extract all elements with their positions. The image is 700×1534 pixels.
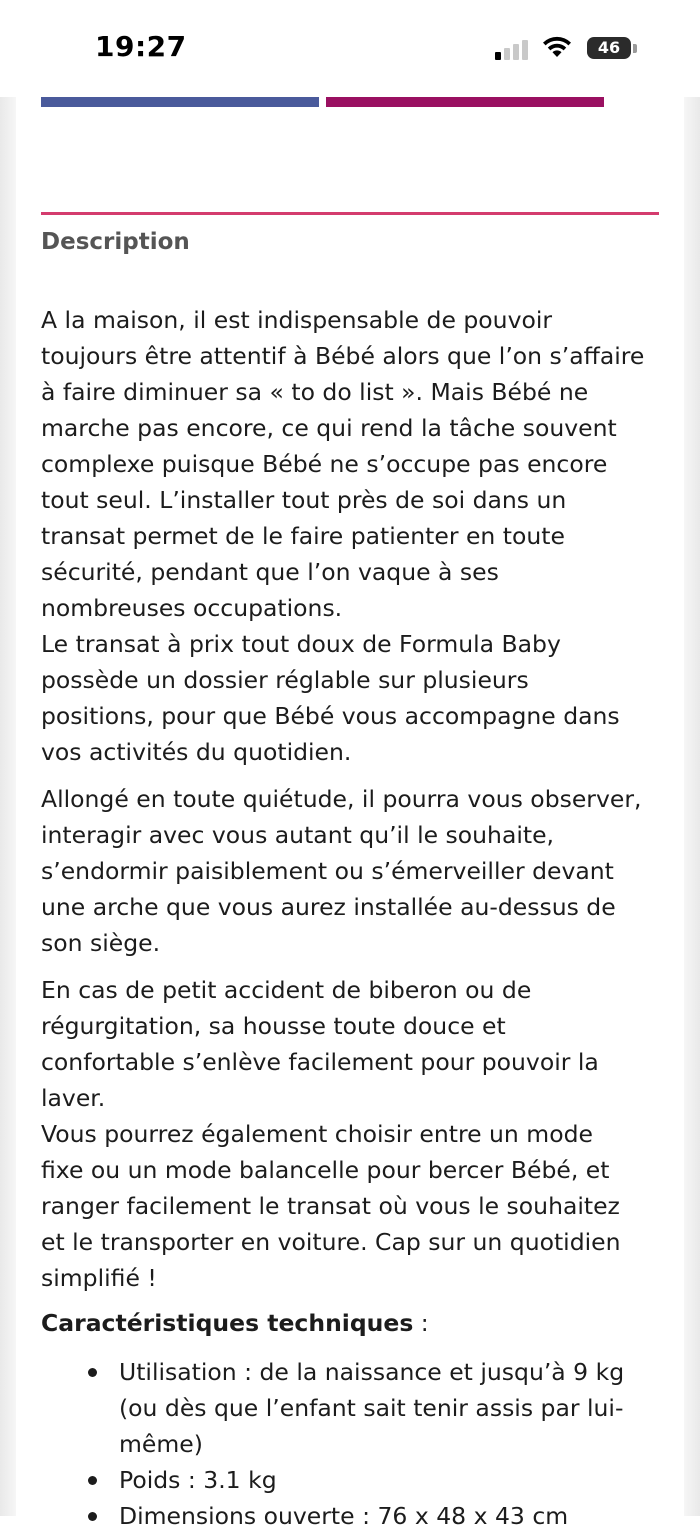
text-line: A la maison, il est indispensable de pouvoir bbox=[41, 306, 553, 334]
page-gutter-right bbox=[684, 97, 700, 1516]
list-item bbox=[41, 1462, 661, 1498]
text-line: transat permet de le faire patienter en toute bbox=[41, 522, 565, 550]
cellular-signal-icon bbox=[495, 38, 535, 60]
text-line: Vous pourrez également choisir entre un mode bbox=[41, 1120, 593, 1148]
text-line: fixe ou un mode balancelle pour bercer Bébé, et bbox=[41, 1156, 610, 1184]
text-line: confortable s’enlève facilement pour pouvoir la bbox=[41, 1048, 599, 1076]
text-line: à faire diminuer sa « to do list ». Mais Bébé ne bbox=[41, 378, 589, 406]
text-line: sécurité, pendant que l’on vaque à ses bbox=[41, 558, 499, 586]
list-item bbox=[41, 1498, 661, 1534]
specs-heading bbox=[41, 1305, 429, 1341]
text-line: même) bbox=[119, 1430, 203, 1458]
tab-indicator-blue[interactable] bbox=[41, 97, 319, 107]
section-divider bbox=[41, 212, 659, 215]
text-line: positions, pour que Bébé vous accompagne dans bbox=[41, 702, 620, 730]
text-line: complexe puisque Bébé ne s’occupe pas encore bbox=[41, 450, 608, 478]
text-line: (ou dès que l’enfant sait tenir assis par lui- bbox=[119, 1394, 624, 1422]
text-line: vos activités du quotidien. bbox=[41, 738, 352, 766]
text-line: nombreuses occupations. bbox=[41, 594, 343, 622]
text-line: toujours être attentif à Bébé alors que l’on s’affaire bbox=[41, 342, 645, 370]
text-line: laver. bbox=[41, 1084, 106, 1112]
text-line: simplifié ! bbox=[41, 1264, 157, 1292]
text-line: Le transat à prix tout doux de Formula Baby bbox=[41, 630, 561, 658]
text-line: interagir avec vous autant qu’il le souhaite, bbox=[41, 821, 555, 849]
description-paragraph bbox=[41, 781, 666, 961]
text-line: s’endormir paisiblement ou s’émerveiller devant bbox=[41, 857, 614, 885]
specs-heading-suffix: : bbox=[413, 1309, 429, 1337]
specs-heading-label: Caractéristiques techniques bbox=[41, 1309, 414, 1337]
text-line: Allongé en toute quiétude, il pourra vous observer, bbox=[41, 785, 642, 813]
text-line: et le transporter en voiture. Cap sur un quotidien bbox=[41, 1228, 621, 1256]
status-bar bbox=[0, 0, 700, 97]
battery-tip bbox=[633, 44, 637, 53]
text-line: Poids : 3.1 kg bbox=[119, 1466, 277, 1494]
text-line: une arche que vous aurez installée au-dessus de bbox=[41, 893, 616, 921]
list-item bbox=[41, 1354, 661, 1462]
status-time: 19:27 bbox=[95, 30, 187, 63]
section-title: Description bbox=[41, 229, 190, 255]
text-line: ranger facilement le transat où vous le souhaitez bbox=[41, 1192, 620, 1220]
tab-indicator-magenta[interactable] bbox=[326, 97, 604, 107]
text-line: son siège. bbox=[41, 929, 161, 957]
text-line: En cas de petit accident de biberon ou de bbox=[41, 976, 532, 1004]
text-line: tout seul. L’installer tout près de soi dans un bbox=[41, 486, 567, 514]
text-line: régurgitation, sa housse toute douce et bbox=[41, 1012, 506, 1040]
description-text bbox=[41, 302, 666, 1296]
text-line: marche pas encore, ce qui rend la tâche souvent bbox=[41, 414, 617, 442]
page-gutter-left bbox=[0, 97, 16, 1516]
specs-list bbox=[41, 1354, 661, 1534]
wifi-icon bbox=[541, 33, 573, 59]
text-line: Utilisation : de la naissance et jusqu’à 9 kg bbox=[119, 1358, 625, 1386]
description-paragraph bbox=[41, 972, 666, 1296]
text-line: possède un dossier réglable sur plusieurs bbox=[41, 666, 529, 694]
text-line: Dimensions ouverte : 76 x 48 x 43 cm bbox=[119, 1502, 569, 1530]
description-paragraph bbox=[41, 302, 666, 770]
battery-icon: 46 bbox=[587, 37, 631, 59]
